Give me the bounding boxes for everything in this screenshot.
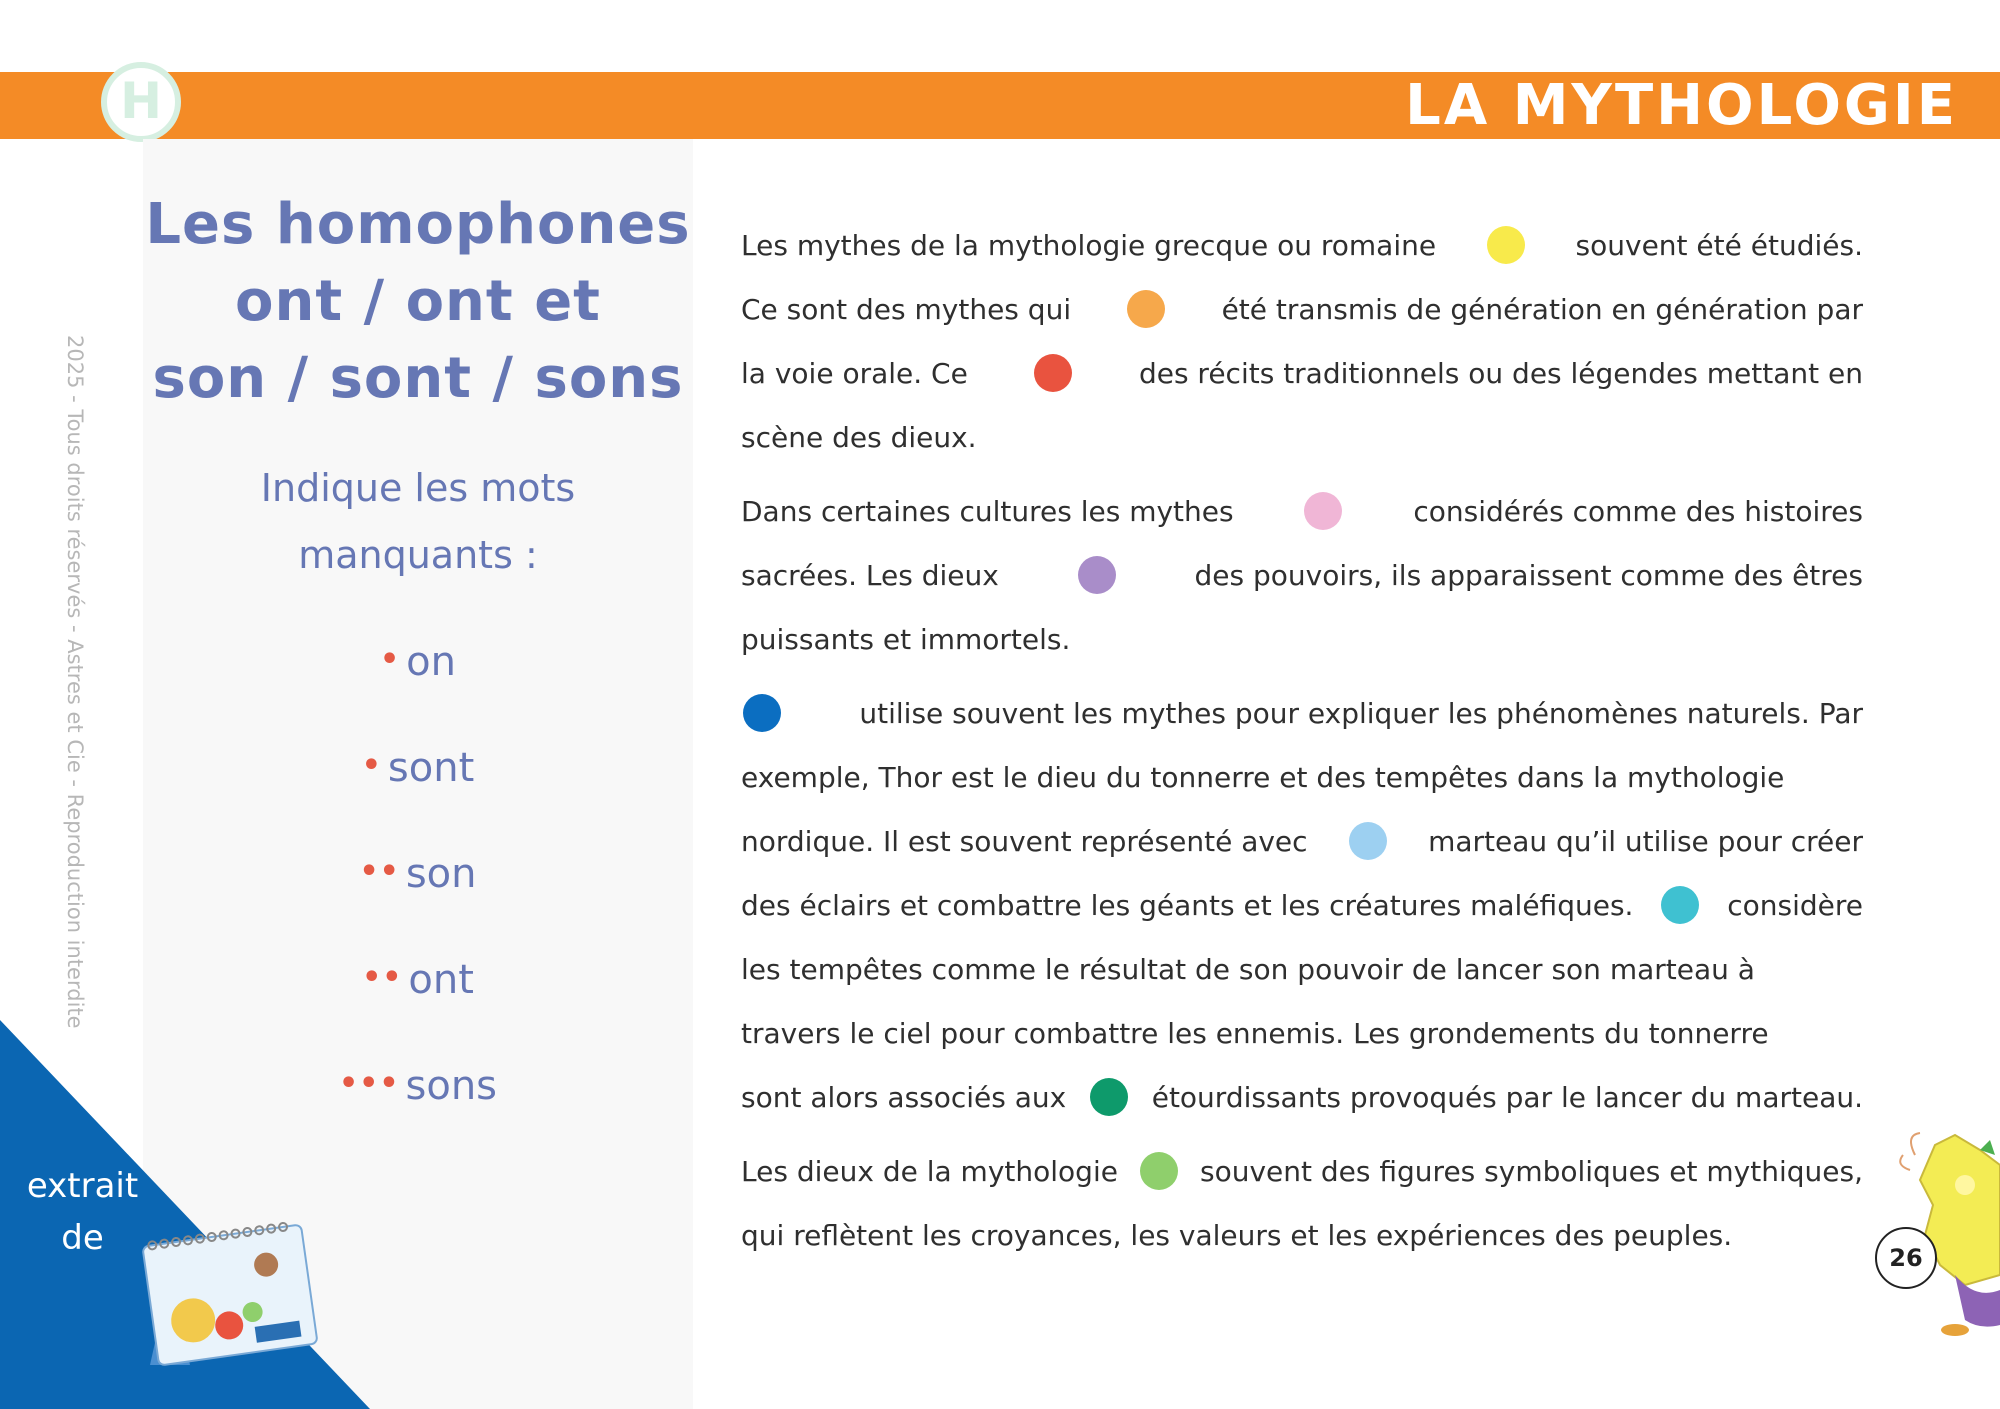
instruction [143, 455, 693, 589]
copyright-watermark: 2025 - Tous droits réservés - Astres et Cie - Reproduction interdite [63, 335, 87, 1029]
text-line [741, 277, 1863, 341]
text-line [741, 213, 1863, 277]
blank-color-dot [1127, 290, 1165, 328]
page-number: 26 [1875, 1227, 1937, 1289]
lesson-title [143, 186, 693, 417]
text-segment: des pouvoirs, ils apparaissent comme des êtres [1194, 558, 1863, 592]
bullet-dots: •• [359, 854, 400, 889]
story-text [741, 213, 1863, 1277]
text-segment: sacrées. Les dieux [741, 558, 999, 592]
text-segment: été transmis de génération en génération par [1221, 292, 1863, 326]
text-line [741, 405, 1863, 469]
extract-label-line: de [61, 1218, 104, 1258]
lesson-title-line: Les homophones [145, 192, 691, 257]
text-segment: considérés comme des histoires [1413, 494, 1863, 528]
text-segment: souvent été étudiés. [1575, 228, 1863, 262]
text-line [741, 543, 1863, 607]
text-segment: des éclairs et combattre les géants et les créatures maléfiques. [741, 888, 1634, 922]
text-segment: exemple, Thor est le dieu du tonnerre et des tempêtes dans la mythologie [741, 760, 1785, 794]
story-paragraph [741, 213, 1863, 469]
story-paragraph [741, 681, 1863, 1129]
text-segment: Les dieux de la mythologie [741, 1154, 1118, 1188]
option-word: on [406, 639, 456, 685]
text-segment: Ce sont des mythes qui [741, 292, 1072, 326]
text-line [741, 873, 1863, 937]
blank-color-dot [1034, 354, 1072, 392]
lesson-title-line: ont / ont et [235, 269, 601, 334]
bullet-dots: • [379, 642, 401, 677]
text-segment: nordique. Il est souvent représenté avec [741, 824, 1308, 858]
text-segment: la voie orale. Ce [741, 356, 968, 390]
text-segment: souvent des figures symboliques et mythiques, [1200, 1154, 1863, 1188]
bullet-dots: •• [362, 960, 403, 995]
option-word: son [405, 851, 477, 897]
option-word: ont [408, 957, 474, 1003]
text-line [741, 745, 1863, 809]
blank-color-dot [1487, 226, 1525, 264]
text-line [741, 1203, 1863, 1267]
text-segment: marteau qu’il utilise pour créer [1428, 824, 1863, 858]
text-segment: étourdissants provoqués par le lancer du marteau. [1151, 1080, 1863, 1114]
instruction-line: Indique les mots [260, 466, 576, 510]
word-option [143, 625, 693, 731]
text-segment: qui reflètent les croyances, les valeurs et les expériences des peuples. [741, 1218, 1733, 1252]
h-badge-icon: H [101, 62, 181, 142]
header-banner [0, 72, 2000, 139]
text-line [741, 607, 1863, 671]
text-line [741, 1139, 1863, 1203]
text-line [741, 809, 1863, 873]
text-line [741, 479, 1863, 543]
bullet-dots: ••• [338, 1066, 400, 1101]
text-segment: scène des dieux. [741, 420, 977, 454]
lesson-title-line: son / sont / sons [152, 346, 684, 411]
option-word: sons [405, 1063, 498, 1109]
text-segment: sont alors associés aux [741, 1080, 1067, 1114]
text-line [741, 1065, 1863, 1129]
text-line [741, 681, 1863, 745]
chapter-title: LA MYTHOLOGIE [1405, 73, 1958, 138]
blank-color-dot [743, 694, 781, 732]
extract-label-line: extrait [26, 1166, 139, 1206]
option-word: sont [387, 745, 475, 791]
word-option [143, 731, 693, 837]
blank-color-dot [1078, 556, 1116, 594]
text-segment: Les mythes de la mythologie grecque ou romaine [741, 228, 1437, 262]
bullet-dots: • [361, 748, 382, 783]
blank-color-dot [1140, 1152, 1178, 1190]
blank-color-dot [1304, 492, 1342, 530]
text-segment: puissants et immortels. [741, 622, 1071, 656]
text-segment: utilise souvent les mythes pour expliquer les phénomènes naturels. Par [859, 696, 1863, 730]
story-paragraph [741, 1139, 1863, 1267]
word-option [143, 837, 693, 943]
text-segment: travers le ciel pour combattre les ennemis. Les grondements du tonnerre [741, 1016, 1769, 1050]
instruction-line: manquants : [298, 533, 538, 577]
text-line [741, 341, 1863, 405]
text-line [741, 937, 1863, 1001]
blank-color-dot [1090, 1078, 1128, 1116]
text-segment: des récits traditionnels ou des légendes mettant en [1138, 356, 1863, 390]
text-segment: Dans certaines cultures les mythes [741, 494, 1234, 528]
text-segment: considère [1727, 888, 1863, 922]
calendar-book-icon [130, 1215, 330, 1395]
text-segment: les tempêtes comme le résultat de son pouvoir de lancer son marteau à [741, 952, 1755, 986]
story-paragraph [741, 479, 1863, 671]
blank-color-dot [1349, 822, 1387, 860]
blank-color-dot [1661, 886, 1699, 924]
text-line [741, 1001, 1863, 1065]
